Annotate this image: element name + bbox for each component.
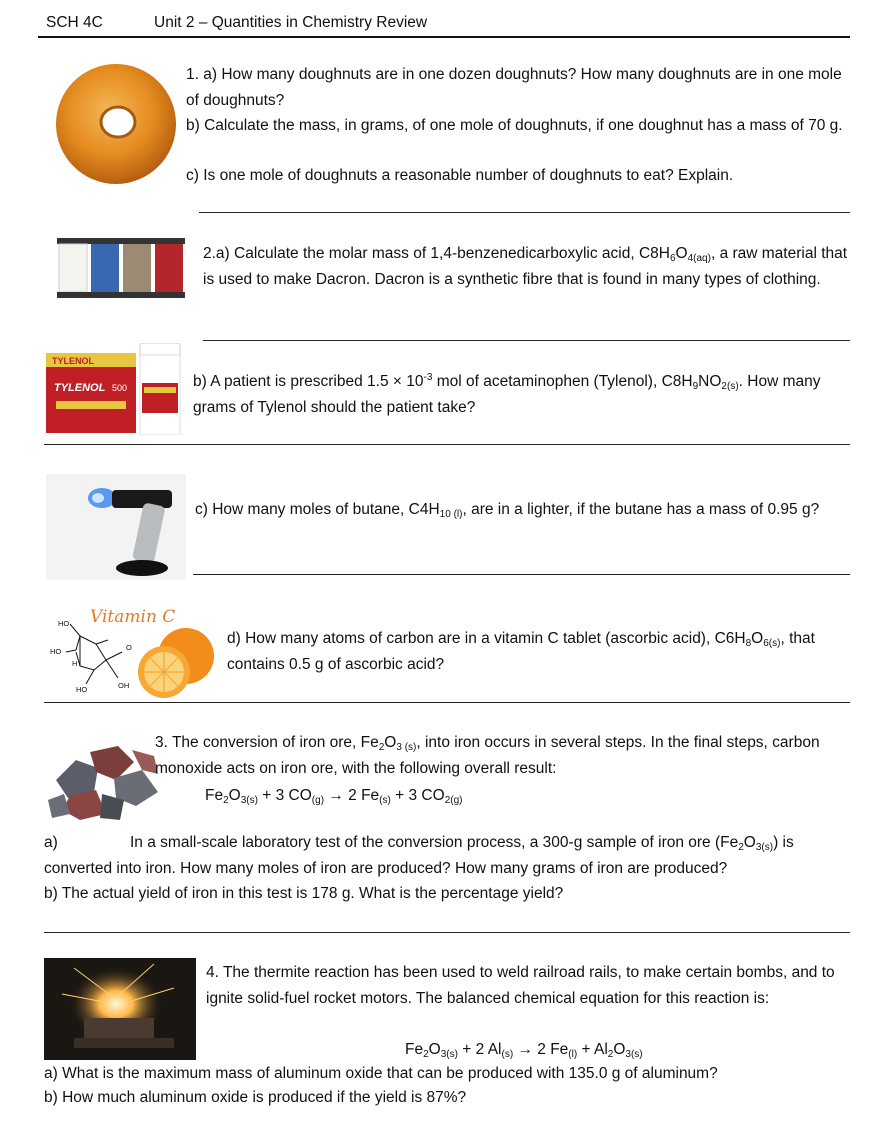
q2d-text: d) How many atoms of carbon are in a vitamin C tablet (ascorbic acid), $C6H_8O_{6(s)}$, that contains 0.5 g of ascorbic acid? [227, 630, 815, 673]
q2a-pre: 2.a) Calculate the molar mass of 1,4-benzenedicarboxylic acid, C [203, 245, 651, 262]
vitamin-c-image [46, 604, 216, 704]
q4a-text: a) What is the maximum mass of aluminum oxide that can be produced with 135.0 g of aluminum? [44, 1065, 718, 1082]
q3a-label: a) [44, 834, 58, 851]
course-code: SCH 4C [46, 14, 103, 31]
q2b-answer-rule [44, 444, 850, 445]
molecule-label-5: OH [118, 681, 130, 690]
q2d-pre: d) How many atoms of carbon are in a vitamin C tablet (ascorbic acid), C [227, 630, 726, 647]
page-title: Unit 2 – Quantities in Chemistry Review [154, 14, 428, 31]
tylenol-box-logo: TYLENOL [54, 382, 106, 394]
doughnut-image [52, 60, 180, 188]
q1a-text: 1. a) How many doughnuts are in one dozen doughnuts? How many doughnuts are in one mole of doughnuts? [186, 66, 842, 109]
q4-equation: $Fe_2O_{3(s)} + 2$ $Al_{(s)} \to 2$ $Fe_{(l)} + Al_2O_{3(s)}$ [405, 1041, 643, 1060]
q3a-pre: In a small-scale laboratory test of the conversion process, a 300-g sample of iron ore (Fe [130, 834, 739, 851]
q2c-text: c) How many moles of butane, $C4H_{10 (l)}$, are in a lighter, if the butane has a mass of 0.95 g? [195, 501, 820, 520]
q2a-post: , a raw material that is used to make Dacron. Dacron is a synthetic fibre that is found in many types of clothing. [203, 245, 848, 288]
molecule-label-2: HO [50, 647, 62, 656]
tylenol-image [46, 343, 186, 435]
q2c-pre: c) How many moles of butane, C [195, 501, 420, 518]
q2d-post: , that contains 0.5 g of ascorbic acid? [227, 630, 815, 673]
q1-answer-rule [199, 212, 850, 213]
q2c-post: , are in a lighter, if the butane has a mass of 0.95 g? [462, 501, 820, 518]
thread-spools-image [53, 230, 193, 304]
tylenol-box-brand: TYLENOL [52, 356, 94, 366]
molecule-label-4: HO [76, 685, 88, 694]
q2b-exponent: -3 [423, 372, 433, 383]
q1c-text: c) Is one mole of doughnuts a reasonable number of doughnuts to eat? Explain. [186, 167, 734, 184]
q2b-post: . How many grams of Tylenol should the patient take? [193, 373, 821, 416]
q3-answer-rule [44, 932, 850, 933]
q3-equation: $Fe_2O_{3(s)} + 3$ $CO_{(g)} \to 2$ $Fe_{(s)} + 3$ $CO_{2(g)}$ [205, 787, 463, 806]
q3-intro-post: , into iron occurs in several steps. In the final steps, carbon monoxide acts on iron ore, with the following overall result: [155, 734, 820, 777]
butane-torch-image [46, 474, 186, 580]
thermite-welding-image [44, 958, 196, 1060]
molecule-label-3: H [72, 659, 78, 668]
q2b-mid: mol of acetaminophen (Tylenol), C [432, 373, 673, 390]
tylenol-box-strength: 500 [112, 383, 128, 393]
q3a-text: In a small-scale laboratory test of the conversion process, a 300-g sample of iron ore $(Fe_2O_{3(s)})$ is converted into iron. How many moles of iron are produced? How many grams of iron are produced? [44, 834, 794, 877]
q2b-pre: b) A patient is prescribed 1.5 × 10 [193, 373, 424, 390]
q4b-text: b) How much aluminum oxide is produced if the yield is 87%? [44, 1089, 467, 1106]
q3-intro-pre: 3. The conversion of iron ore, Fe [155, 734, 379, 751]
q2c-answer-rule [193, 574, 850, 575]
header-rule [38, 36, 850, 38]
q2a-text: 2.a) Calculate the molar mass of 1,4-benzenedicarboxylic acid, $C8H_6O_{4(aq)}$, a raw material that is used to make Dacron. Dacron is a synthetic fibre that is found in many types of clothing. [203, 245, 848, 288]
q2b-text: b) A patient is prescribed $1.5 \times 10^{-3}$ mol of acetaminophen (Tylenol), $C8H_9NO_{2(s)}$. How many grams of Tylenol should the patient take? [193, 372, 821, 416]
q2d-answer-rule [44, 702, 850, 703]
q3b-text: b) The actual yield of iron in this test is 178 g. What is the percentage yield? [44, 885, 564, 902]
q2a-answer-rule [203, 340, 850, 341]
q1b-text: b) Calculate the mass, in grams, of one mole of doughnuts, if one doughnut has a mass of 70 g. [186, 117, 843, 134]
iron-ore-image [46, 740, 164, 822]
q4-intro: 4. The thermite reaction has been used to weld railroad rails, to make certain bombs, and to ignite solid-fuel rocket motors. The balanced chemical equation for this reaction is: [206, 964, 835, 1007]
molecule-label-6: O [126, 643, 132, 652]
molecule-label-1: HO [58, 619, 70, 628]
q3-intro: 3. The conversion of iron ore, $Fe_2O_{3 (s)}$, into iron occurs in several steps. In the final steps, carbon monoxide acts on iron ore, with the following overall result: [155, 734, 820, 777]
q3a-post: ) is converted into iron. How many moles of iron are produced? How many grams of iron are produced? [44, 834, 794, 877]
vitamin-c-script-label: Vitamin C [90, 607, 176, 627]
